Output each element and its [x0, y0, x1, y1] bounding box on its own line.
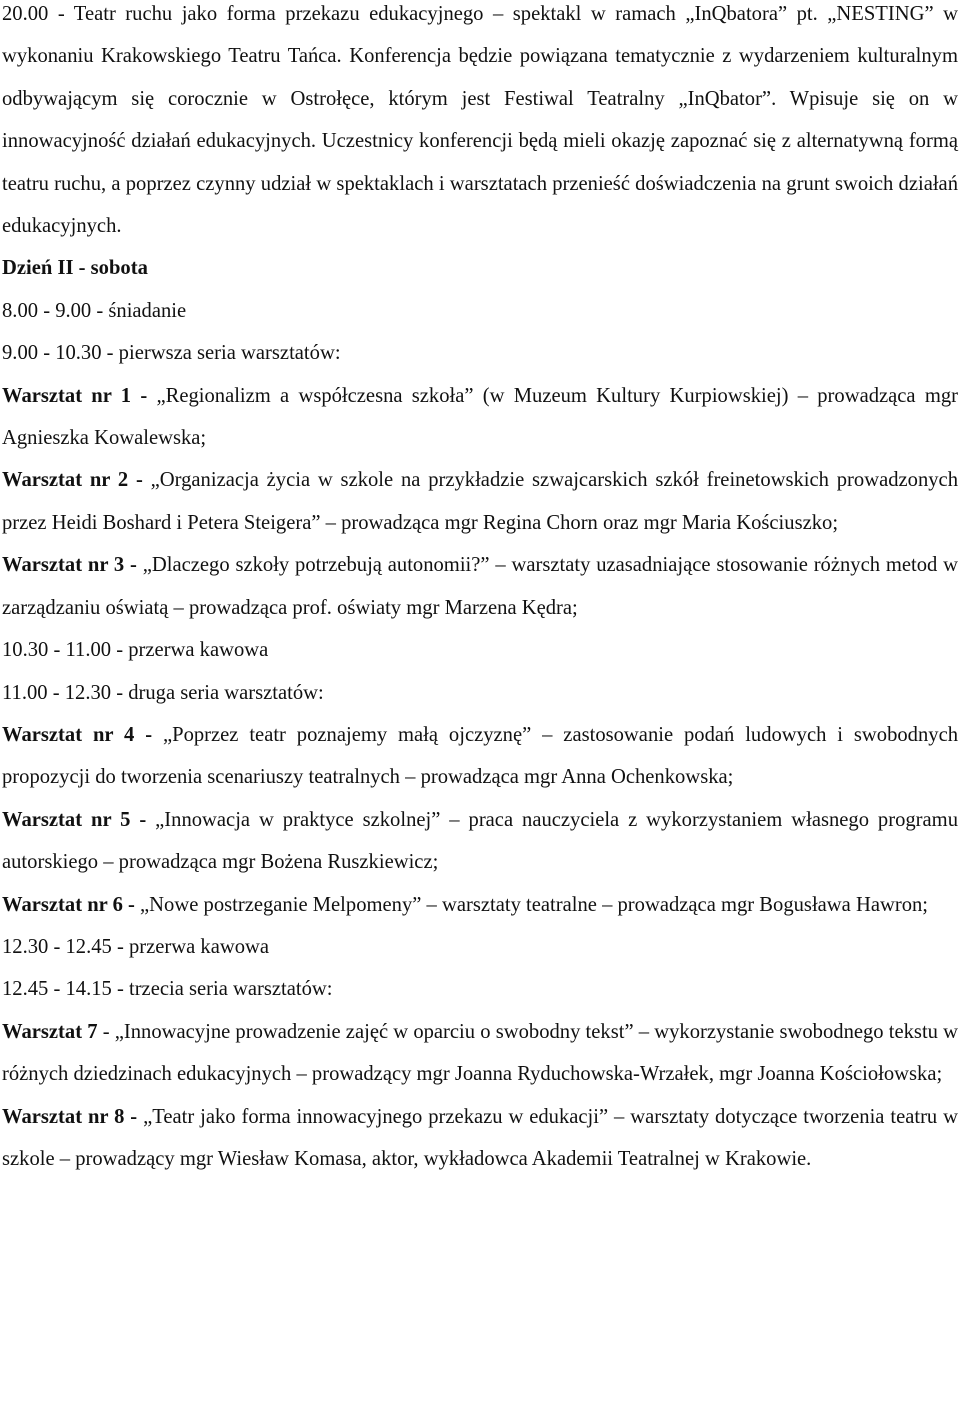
workshop-description: „Innowacja w praktyce szkolnej” – praca nauczyciela z wykorzystaniem własnego programu autorskiego – prowadząca mgr Bożena Ruszkiewicz; — [2, 808, 958, 874]
workshop-description: „Regionalizm a współczesna szkoła” (w Muzeum Kultury Kurpiowskiej) – prowadząca mgr Agnieszka Kowalewska; — [2, 384, 958, 450]
schedule-line-coffee-break-1: 10.30 - 11.00 - przerwa kawowa — [2, 639, 269, 662]
workshop-4 — [2, 714, 958, 799]
day-heading: Dzień II - sobota — [2, 257, 148, 280]
workshop-6 — [2, 884, 958, 926]
workshop-description: „Nowe postrzeganie Melpomeny” – warsztaty teatralne – prowadząca mgr Bogusława Hawron; — [140, 893, 929, 916]
workshop-title: Warsztat 7 — [2, 1020, 98, 1043]
schedule-line-session-2: 11.00 - 12.30 - druga seria warsztatów: — [2, 681, 324, 704]
workshop-5 — [2, 799, 958, 884]
workshop-description: „Poprzez teatr poznajemy małą ojczyznę” – zastosowanie podań ludowych i swobodnych propozycji do tworzenia scenariuszy teatralnych – prowadząca mgr Anna Ochenkowska; — [2, 723, 959, 789]
schedule-line-breakfast: 8.00 - 9.00 - śniadanie — [2, 299, 187, 322]
schedule-line-session-1: 9.00 - 10.30 - pierwsza seria warsztatów: — [2, 342, 341, 365]
workshop-title: Warsztat nr 3 - — [2, 554, 137, 577]
schedule-line-session-3: 12.45 - 14.15 - trzecia seria warsztatów: — [2, 978, 333, 1001]
workshop-title: Warsztat nr 8 - — [2, 1105, 138, 1128]
workshop-title: Warsztat nr 1 - — [2, 384, 148, 407]
workshop-title: Warsztat nr 2 - — [2, 469, 143, 492]
workshop-title: Warsztat nr 4 - — [2, 723, 153, 746]
workshop-description: „Teatr jako forma innowacyjnego przekazu w edukacji” – warsztaty dotyczące tworzenia teatru w szkole – prowadzący mgr Wiesław Komasa, aktor, wykładowca Akademii Teatralnej w Krakowie. — [2, 1105, 958, 1170]
workshop-title: Warsztat nr 5 - — [2, 808, 147, 831]
workshop-description: - „Innowacyjne prowadzenie zajęć w oparciu o swobodny tekst” – wykorzystanie swobodnego tekstu w różnych dziedzinach edukacyjnych – prowadzący mgr Joanna Ryduchowska-Wrzałek, mgr Joanna Kościołowska; — [2, 1020, 959, 1086]
schedule-line-coffee-break-2: 12.30 - 12.45 - przerwa kawowa — [2, 935, 270, 958]
paragraph-intro: 20.00 - Teatr ruchu jako forma przekazu edukacyjnego – spektakl w ramach „InQbatora” pt. „NESTING” w wykonaniu Krakowskiego Teatru Tańca. Konferencja będzie powiązana tematycznie z wydarzeniem kulturalnym odbywającym się corocznie w Ostrołęce, którym jest Festiwal Teatralny „InQbator”. Wpisuje się on w innowacyjność działań edukacyjnych. Uczestnicy konferencji będą mieli okazję zapoznać się z alternatywną formą teatru ruchu, a poprzez czynny udział w spektaklach i warsztatach przenieść doświadczenia na grunt swoich działań edukacyjnych. — [2, 3, 958, 238]
workshop-2 — [2, 459, 958, 544]
workshop-1 — [2, 375, 958, 460]
workshop-description: „Dlaczego szkoły potrzebują autonomii?” – warsztaty uzasadniające stosowanie różnych metod w zarządzaniu oświatą – prowadząca prof. oświaty mgr Marzena Kędra; — [2, 554, 958, 619]
workshop-title: Warsztat nr 6 - — [2, 893, 135, 916]
workshop-description: „Organizacja życia w szkole na przykładzie szwajcarskich szkół freinetowskich prowadzonych przez Heidi Boshard i Petera Steigera” – prowadząca mgr Regina Chorn oraz mgr Maria Kościuszko; — [2, 469, 958, 534]
workshop-8 — [2, 1096, 958, 1181]
workshop-3 — [2, 544, 958, 629]
workshop-7 — [2, 1011, 958, 1096]
